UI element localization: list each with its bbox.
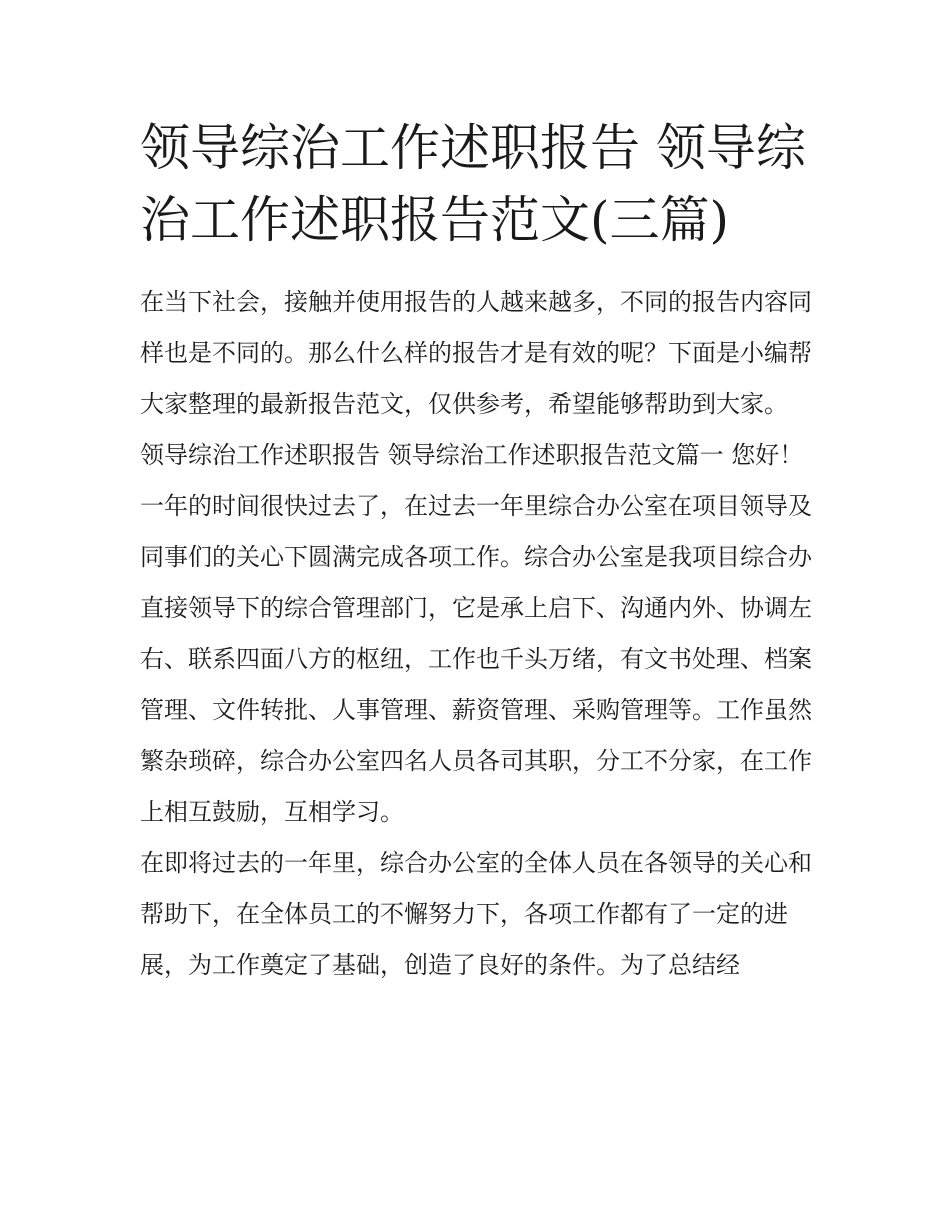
document-body: [140, 277, 812, 991]
paragraph-intro: 在当下社会，接触并使用报告的人越来越多，不同的报告内容同样也是不同的。那么什么样的报告才是有效的呢？下面是小编帮大家整理的最新报告范文，仅供参考，希望能够帮助到大家。: [140, 288, 812, 418]
paragraph-office-overview: 一年的时间很快过去了，在过去一年里综合办公室在项目领导及同事们的关心下圆满完成各项工作。综合办公室是我项目综合办直接领导下的综合管理部门，它是承上启下、沟通内外、协调左右、联系四面八方的枢纽，工作也千头万绪，有文书处理、档案管理、文件转批、人事管理、薪资管理、采购管理等。工作虽然繁杂琐碎，综合办公室四名人员各司其职，分工不分家，在工作上相互鼓励，互相学习。: [140, 492, 812, 826]
paragraph-heading-greeting: 领导综治工作述职报告 领导综治工作述职报告范文篇一 您好！: [140, 441, 804, 469]
paragraph-year-summary: 在即将过去的一年里，综合办公室的全体人员在各领导的关心和帮助下，在全体员工的不懈努力下，各项工作都有了一定的进展，为工作奠定了基础，创造了良好的条件。为了总结经: [140, 849, 812, 979]
document-title: 领导综治工作述职报告 领导综治工作述职报告范文(三篇): [140, 119, 806, 249]
